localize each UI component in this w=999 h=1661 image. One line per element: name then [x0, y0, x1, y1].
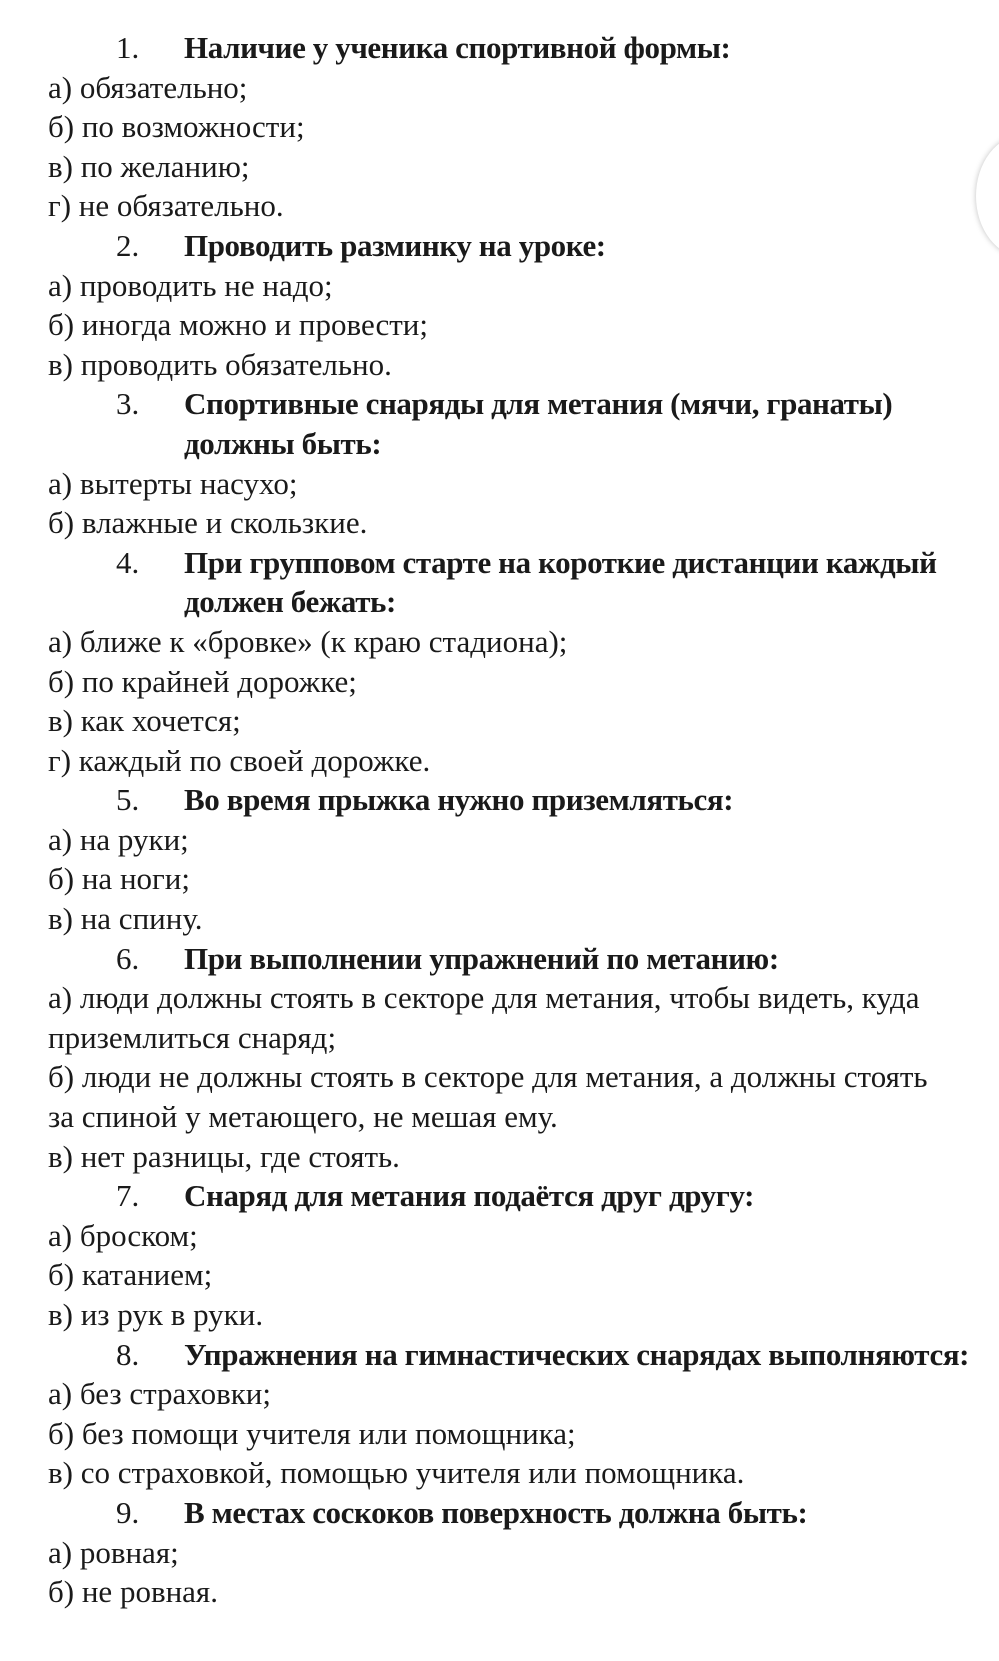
- question-text: Проводить разминку на уроке:: [184, 227, 606, 263]
- question-number: 9.: [116, 1494, 140, 1530]
- answer-option: б) иногда можно и провести;: [48, 307, 429, 343]
- answer-option: а) вытерты насухо;: [48, 465, 298, 501]
- answer-option: в) нет разницы, где стоять.: [48, 1138, 400, 1174]
- answer-option: б) без помощи учителя или помощника;: [48, 1415, 576, 1451]
- question-text: Спортивные снаряды для метания (мячи, гранаты) должны быть:: [184, 386, 893, 461]
- question-7-heading: [0, 1176, 999, 1216]
- question-number: 6.: [116, 940, 140, 976]
- answer-option: а) броском;: [48, 1217, 198, 1253]
- answer-option: б) не ровная.: [48, 1574, 218, 1610]
- answer-option: а) проводить не надо;: [48, 267, 333, 303]
- answer-option: б) по крайней дорожке;: [48, 663, 357, 699]
- answer-option: а) без страховки;: [48, 1376, 271, 1412]
- answer-option: б) люди не должны стоять в секторе для метания, а должны стоять за спиной у метающего, не мешая ему.: [48, 1059, 928, 1135]
- answer-option: б) влажные и скользкие.: [48, 505, 368, 541]
- answer-option: в) из рук в руки.: [48, 1297, 264, 1332]
- answer-option: г) каждый по своей дорожке.: [48, 742, 431, 778]
- answer-option: в) на спину.: [48, 901, 203, 937]
- question-2-heading: [0, 226, 999, 266]
- question-number: 8.: [116, 1336, 140, 1372]
- question-6-heading: [0, 939, 999, 979]
- answer-option: в) по желанию;: [48, 148, 250, 184]
- question-9-heading: [0, 1493, 999, 1533]
- question-text: Во время прыжка нужно приземляться:: [184, 782, 734, 818]
- answer-option: а) на руки;: [48, 821, 189, 857]
- question-number: 2.: [116, 227, 140, 263]
- question-4-heading: [0, 543, 999, 622]
- question-5-heading: [0, 780, 999, 820]
- question-text: В местах соскоков поверхность должна быть:: [184, 1494, 808, 1530]
- question-3-heading: [0, 384, 999, 463]
- question-text: При групповом старте на короткие дистанции каждый должен бежать:: [184, 544, 937, 620]
- answer-option: в) как хочется;: [48, 703, 241, 739]
- answer-option: а) ровная;: [48, 1534, 179, 1570]
- answer-option: б) по возможности;: [48, 109, 305, 145]
- question-text: При выполнении упражнений по метанию:: [184, 940, 779, 976]
- question-text: Наличие у ученика спортивной формы:: [184, 30, 731, 65]
- answer-option: в) проводить обязательно.: [48, 346, 392, 382]
- question-number: 5.: [116, 782, 140, 818]
- question-1-heading: [0, 28, 999, 68]
- question-number: 7.: [116, 1178, 140, 1214]
- answer-option: а) ближе к «бровке» (к краю стадиона);: [48, 623, 568, 659]
- question-text: Упражнения на гимнастических снарядах выполняются:: [184, 1336, 970, 1372]
- document-body: [0, 28, 999, 1612]
- question-number: 1.: [116, 30, 140, 65]
- answer-option: а) обязательно;: [48, 69, 248, 105]
- answer-option: г) не обязательно.: [48, 188, 284, 224]
- question-number: 3.: [116, 386, 140, 422]
- question-number: 4.: [116, 544, 140, 580]
- answer-option: а) люди должны стоять в секторе для метания, чтобы видеть, куда приземлиться снаряд;: [48, 980, 920, 1055]
- answer-option: б) на ноги;: [48, 861, 190, 897]
- answer-option: в) со страховкой, помощью учителя или помощника.: [48, 1455, 745, 1491]
- question-8-heading: [0, 1335, 999, 1375]
- answer-option: б) катанием;: [48, 1257, 213, 1293]
- question-text: Снаряд для метания подаётся друг другу:: [184, 1178, 755, 1214]
